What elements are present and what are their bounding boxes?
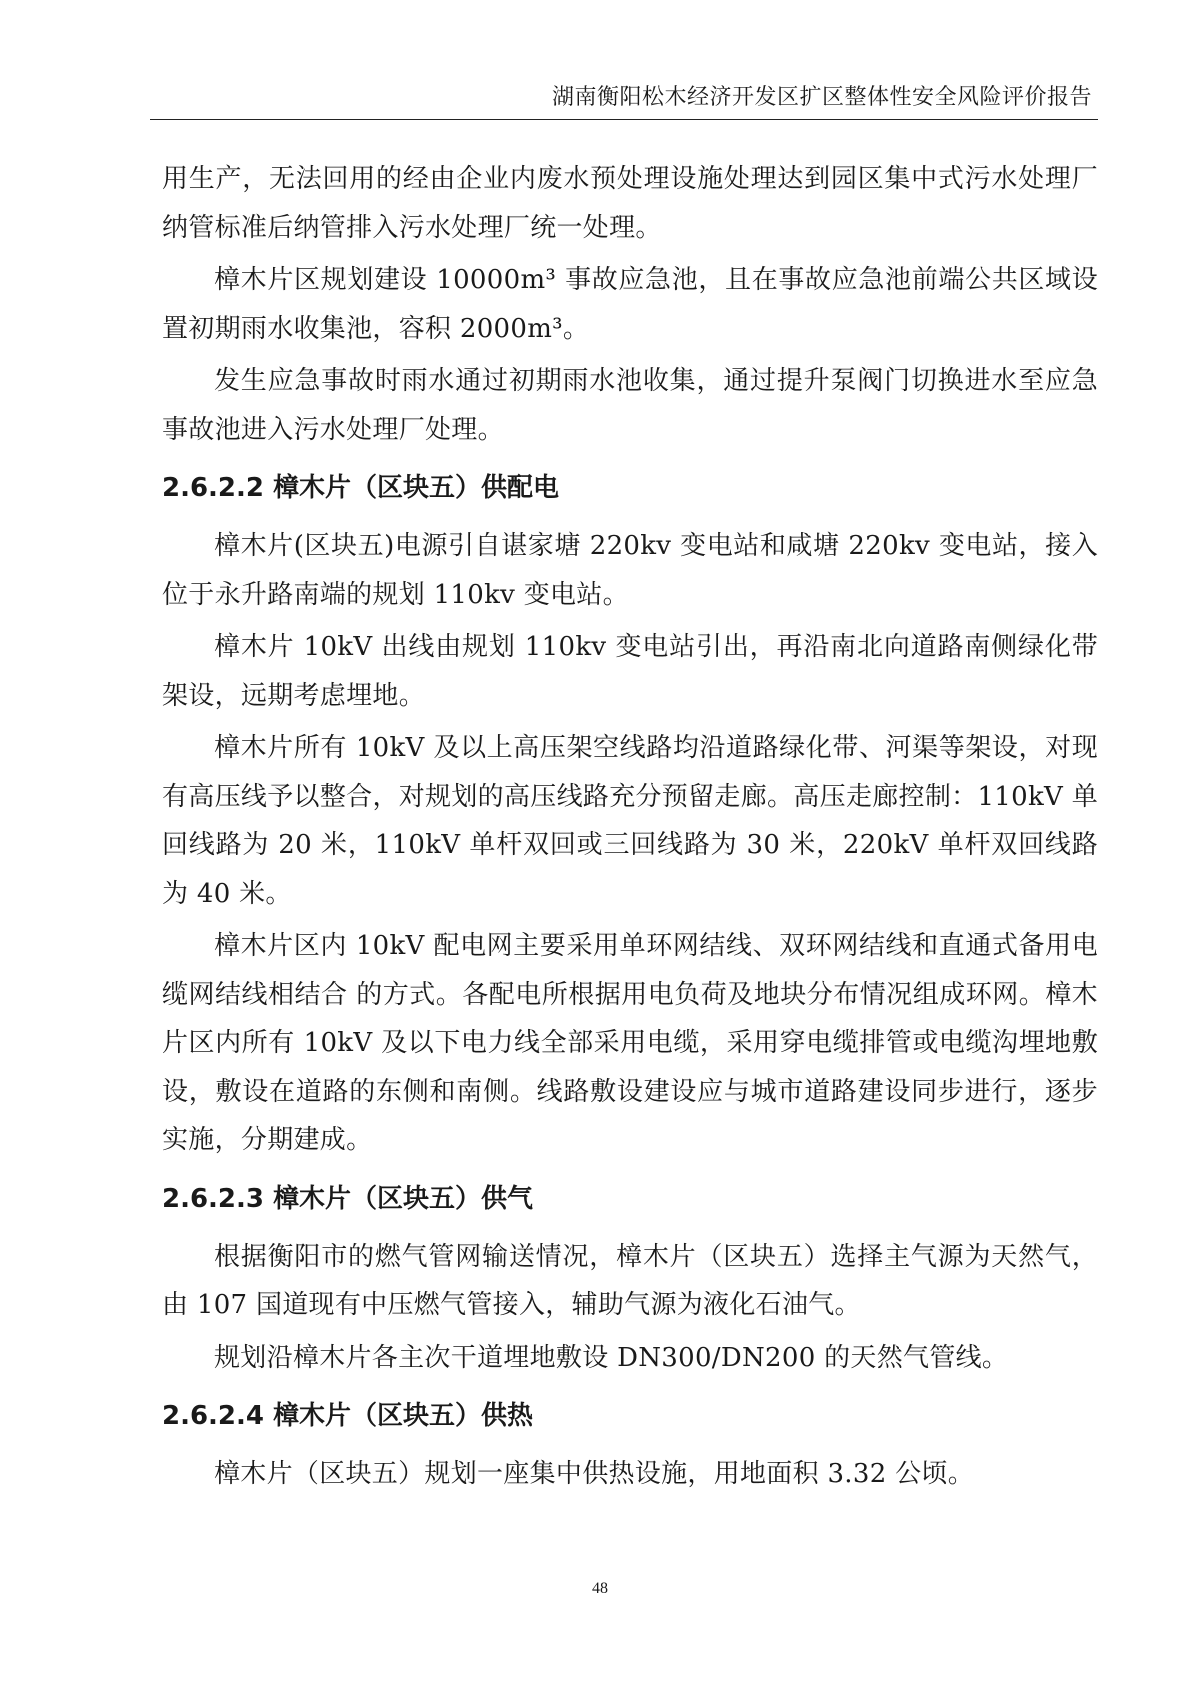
header-title: 湖南衡阳松木经济开发区扩区整体性安全风险评价报告 bbox=[551, 85, 1092, 110]
section-heading-gas: 2.6.2.3 樟木片（区块五）供气 bbox=[162, 1183, 534, 1214]
paragraph-power-source: 樟木片(区块五)电源引自谌家塘 220kv 变电站和咸塘 220kv 变电站，接入位于永升路南端的规划 110kv 变电站。 bbox=[162, 531, 1098, 610]
page-number: 48 bbox=[592, 1580, 608, 1597]
paragraph-emergency-rainwater: 发生应急事故时雨水通过初期雨水池收集，通过提升泵阀门切换进水至应急事故池进入污水处理厂处理。 bbox=[162, 366, 1098, 445]
paragraph-10kv-lines: 樟木片 10kV 出线由规划 110kv 变电站引出，再沿南北向道路南侧绿化带架设，远期考虑埋地。 bbox=[162, 632, 1098, 711]
paragraph-heating-facility: 樟木片（区块五）规划一座集中供热设施，用地面积 3.32 公顷。 bbox=[214, 1459, 975, 1489]
paragraph-distribution-network: 樟木片区内 10kV 配电网主要采用单环网结线、双环网结线和直通式备用电缆网结线相结合 的方式。各配电所根据用电负荷及地块分布情况组成环网。樟木片区内所有 10kV 及以下电力线全部采用电缆，采用穿电缆排管或电缆沟埋地敷设，敷设在道路的东侧和南侧。线路敷设建设应与城市道路建设同步进行，逐步实施，分期建成。 bbox=[162, 931, 1098, 1155]
main-content bbox=[162, 155, 1098, 1503]
paragraph-gas-source: 根据衡阳市的燃气管网输送情况，樟木片（区块五）选择主气源为天然气，由 107 国道现有中压燃气管接入，辅助气源为液化石油气。 bbox=[162, 1241, 1098, 1320]
section-heading-power: 2.6.2.2 樟木片（区块五）供配电 bbox=[162, 473, 560, 503]
paragraph-high-voltage: 樟木片所有 10kV 及以上高压架空线路均沿道路绿化带、河渠等架设，对现有高压线予以整合，对规划的高压线路充分预留走廊。高压走廊控制：110kV 单回线路为 20 米，110kV 单杆双回或三回线路为 30 米，220kV 单杆双回线路为 40 米。 bbox=[162, 733, 1098, 909]
paragraph-wastewater: 用生产，无法回用的经由企业内废水预处理设施处理达到园区集中式污水处理厂纳管标准后纳管排入污水处理厂统一处理。 bbox=[162, 164, 1098, 243]
page-header bbox=[150, 78, 1098, 120]
section-heading-heating: 2.6.2.4 樟木片（区块五）供热 bbox=[162, 1401, 534, 1431]
paragraph-gas-pipeline: 规划沿樟木片各主次干道埋地敷设 DN300/DN200 的天然气管线。 bbox=[214, 1342, 1009, 1373]
paragraph-emergency-pool: 樟木片区规划建设 10000m³ 事故应急池，且在事故应急池前端公共区域设置初期雨水收集池，容积 2000m³。 bbox=[162, 265, 1098, 344]
